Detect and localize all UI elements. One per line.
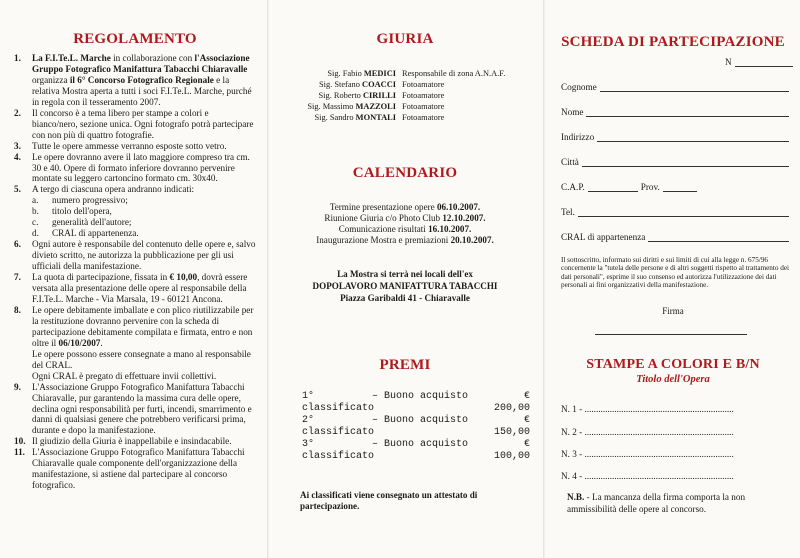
tel-line[interactable] — [578, 207, 789, 217]
giuria-list — [280, 68, 530, 123]
cognome-field[interactable] — [561, 82, 789, 92]
stampe-title: STAMPE A COLORI E B/N — [586, 357, 760, 372]
premio-row — [302, 391, 530, 415]
calendario-date: 20.10.2007. — [450, 235, 494, 245]
mostra-line: La Mostra si terrà nei locali dell'ex — [337, 269, 473, 279]
mostra-venue: DOPOLAVORO MANIFATTURA TABACCHI — [312, 281, 498, 291]
opera-4-field[interactable]: N. 4 - ................................................................. — [561, 471, 734, 481]
regolamento-subitem — [14, 228, 256, 239]
subitem-text: generalità dell'autore; — [52, 217, 132, 228]
regolamento-note: Ogni CRAL è pregato di effettuare invii collettivi. — [32, 370, 217, 381]
regolamento-panel — [14, 0, 256, 558]
mostra-info — [280, 268, 530, 304]
member-first-name: Sig. Roberto — [318, 91, 363, 100]
item-text: Il giudizio della Giuria è inappellabile e insindacabile. — [32, 436, 232, 447]
middle-panel — [280, 0, 530, 558]
premi-title: PREMI — [379, 357, 431, 373]
member-name — [280, 68, 402, 79]
giuria-title: GIURIA — [376, 31, 434, 47]
scheda-panel — [553, 0, 793, 558]
cap-prov-field[interactable] — [561, 182, 789, 192]
subitem-letter: a. — [32, 195, 39, 206]
cap-label: C.A.P. — [561, 182, 585, 192]
calendario-row — [280, 224, 530, 235]
item-text: La quota di partecipazione, fissata in — [32, 272, 170, 283]
calendario-row — [280, 235, 530, 246]
titolo-opera-label: Titolo dell'Opera — [636, 374, 710, 385]
regolamento-item — [14, 447, 256, 491]
regolamento-note: Le opere possono essere consegnate a mano al responsabile del CRAL. — [32, 348, 251, 370]
item-text: in collaborazione con — [110, 53, 195, 63]
regolamento-title: REGOLAMENTO — [73, 31, 197, 47]
item-number: 10. — [14, 436, 26, 447]
calendario-list — [280, 202, 530, 246]
regolamento-item — [14, 141, 256, 152]
nome-field[interactable] — [561, 107, 789, 117]
calendario-row — [280, 213, 530, 224]
member-role: Fotoamatore — [402, 91, 445, 100]
member-first-name: Sig. Stefano — [318, 80, 363, 89]
item-text: Tutte le opere ammesse verranno esposte sotto vetro. — [32, 140, 227, 151]
regolamento-item — [14, 272, 256, 305]
calendario-date: 12.10.2007. — [442, 213, 486, 223]
tel-label: Tel. — [561, 207, 575, 217]
item-text: Il concorso è a tema libero per stampe a colori e bianco/nero, sezione unica. Ogni fotografo potrà partecipare con non più di quattro fotografie. — [32, 107, 254, 140]
opera-2-field[interactable]: N. 2 - ................................................................. — [561, 427, 734, 437]
member-first-name: Sig. Sandro — [314, 113, 356, 122]
tel-field[interactable] — [561, 207, 789, 217]
cognome-line[interactable] — [600, 82, 789, 92]
prov-line[interactable] — [663, 182, 697, 192]
item-text: il 6° Concorso Fotografico Regionale — [69, 74, 214, 85]
giuria-member — [280, 101, 530, 112]
member-role: Fotoamatore — [402, 102, 445, 111]
item-number: 11. — [14, 447, 25, 458]
calendario-title: CALENDARIO — [352, 165, 458, 181]
calendario-label: Comunicazione risultati — [338, 224, 429, 234]
attestato-note: Ai classificati viene consegnato un attestato di partecipazione. — [300, 490, 478, 511]
item-number: 9. — [14, 381, 21, 392]
premio-row — [302, 439, 530, 463]
subitem-text: numero progressivo; — [52, 195, 128, 206]
nome-label: Nome — [561, 107, 584, 117]
premio-place: 1° classificato — [302, 391, 375, 414]
cap-line[interactable] — [588, 182, 638, 192]
regolamento-list — [14, 53, 256, 491]
indirizzo-line[interactable] — [597, 132, 789, 142]
citta-label: Città — [561, 157, 579, 167]
item-text: 06/10/2007 — [58, 337, 101, 348]
member-surname: MONTALI — [355, 113, 396, 122]
item-text: A tergo di ciascuna opera andranno indicati: — [32, 184, 195, 195]
firma-label: Firma — [662, 306, 684, 316]
item-text: Ogni autore è responsabile del contenuto delle opere e, salvo divieto scritto, ne autorizza la pubblicazione per gli usi ufficiali della manifestazione. — [32, 239, 256, 272]
member-role: Fotoamatore — [402, 113, 445, 122]
premio-desc: – Buono acquisto — [372, 439, 469, 450]
calendario-label: Termine presentazione opere — [329, 202, 437, 212]
subitem-letter: b. — [32, 206, 39, 217]
premio-place: 3° classificato — [302, 439, 375, 462]
member-name — [280, 90, 402, 101]
subitem-letter: d. — [32, 228, 39, 239]
calendario-label: Inaugurazione Mostra e premiazioni — [316, 235, 451, 245]
member-role: Fotoamatore — [402, 80, 445, 89]
scheda-number-field[interactable] — [725, 57, 793, 67]
member-name — [280, 112, 402, 123]
item-text: l'Associazione Gruppo Fotografico Manifattura Tabacchi Chiaravalle — [32, 53, 250, 74]
premi-list — [302, 391, 530, 463]
member-first-name: Sig. Massimo — [307, 102, 356, 111]
member-name — [280, 79, 402, 90]
nb-text: - La mancanza della firma comporta la non ammissibilità delle opere al concorso. — [567, 492, 746, 514]
opera-3-field[interactable]: N. 3 - ................................................................. — [561, 449, 734, 459]
member-first-name: Sig. Fabio — [327, 69, 364, 78]
item-text: L'Associazione Gruppo Fotografico Manifattura Tabacchi Chiaravalle, pur garantendo la massima cura delle opere, declina ogni responsabilità per furti, incendi, smarrimento e danni di qualsiasi genere che potrebbero verificarsi prima, durante e dopo la manifestazione. — [32, 381, 252, 436]
item-text: La F.I.Te.L. Marche — [32, 53, 111, 63]
giuria-member — [280, 68, 530, 79]
cral-field[interactable] — [561, 232, 789, 242]
premio-row — [302, 415, 530, 439]
calendario-date: 16.10.2007. — [428, 224, 472, 234]
item-text: Le opere debitamente imballate e con plico riutilizzabile per la restituzione dovranno pervenire con la scheda di partecipazione debitamente compilata e firmata, entro e non oltre il — [32, 304, 254, 348]
nb-note — [567, 492, 789, 515]
fold-line-left — [267, 0, 269, 558]
indirizzo-field[interactable] — [561, 132, 789, 142]
item-text: . — [100, 337, 103, 348]
regolamento-item — [14, 184, 256, 195]
nome-line[interactable] — [586, 107, 789, 117]
item-number: 6. — [14, 239, 21, 250]
subitem-letter: c. — [32, 217, 39, 228]
subitem-text: titolo dell'opera, — [52, 206, 112, 217]
regolamento-item — [14, 108, 256, 141]
regolamento-item — [14, 53, 256, 108]
privacy-consent: Il sottoscritto, informato sui diritti e sui limiti di cui alla legge n. 675/96 concernente la "tutela delle persone e di altri soggetti rispetto al trattamento dei dati personali", esprime il suo consenso ed autorizza l'utilizzazione dei dati personali ai fini organizzativi della manifestazione. — [561, 256, 790, 290]
item-text: , dovrà essere versata alla presentazione delle opere al responsabile della F.I.Te.L. Marche - Via Marsala, 19 - 60121 Ancona. — [32, 272, 248, 304]
regolamento-item — [14, 382, 256, 437]
member-surname: MAZZOLI — [355, 102, 396, 111]
item-number: 7. — [14, 272, 21, 283]
member-role: Responsabile di zona A.N.A.F. — [402, 69, 506, 78]
scheda-number-label: N — [725, 57, 732, 67]
item-text: € 10,00 — [169, 272, 198, 283]
regolamento-subitem — [14, 206, 256, 217]
item-text: Le opere dovranno avere il lato maggiore compreso tra cm. 30 e 40. Opere di formato inferiore dovranno pervenire montate su leggero cartoncino formato cm. 30x40. — [32, 151, 250, 184]
regolamento-item — [14, 152, 256, 185]
cral-line[interactable] — [648, 232, 789, 242]
opera-1-field[interactable]: N. 1 - ................................................................. — [561, 404, 734, 414]
premio-value: € 200,00 — [493, 391, 530, 414]
item-text: L'Associazione Gruppo Fotografico Manifattura Tabacchi Chiaravalle quale componente dell'organizzazione della manifestazione, si astiene dal partecipare al concorso fotografico. — [32, 447, 245, 491]
item-number: 3. — [14, 140, 21, 151]
item-number: 8. — [14, 304, 21, 315]
premio-desc: – Buono acquisto — [372, 415, 469, 426]
premio-value: € 150,00 — [493, 415, 530, 438]
scheda-title: SCHEDA DI PARTECIPAZIONE — [561, 34, 785, 50]
regolamento-item — [14, 239, 256, 272]
premio-desc: – Buono acquisto — [372, 391, 469, 402]
regolamento-subitem — [14, 195, 256, 206]
regolamento-item — [14, 305, 256, 349]
item-text: e la relativa Mostra aperta a tutti i soci F.I.Te.L. Marche, purché in regola con il tesseramento 2007. — [32, 74, 252, 107]
citta-line[interactable] — [582, 157, 789, 167]
giuria-member — [280, 112, 530, 123]
member-surname: MEDICI — [363, 69, 396, 78]
calendario-date: 06.10.2007. — [436, 202, 481, 212]
item-number: 2. — [14, 107, 21, 118]
item-number: 5. — [14, 184, 21, 195]
item-number: 4. — [14, 151, 21, 162]
premio-value: € 100,00 — [493, 439, 530, 462]
scheda-number-line[interactable] — [735, 57, 793, 67]
calendario-label: Riunione Giuria c/o Photo Club — [324, 213, 443, 223]
premio-place: 2° classificato — [302, 415, 375, 438]
mostra-address: Piazza Garibaldi 41 - Chiaravalle — [340, 293, 470, 303]
member-name — [280, 101, 402, 112]
member-surname: COACCI — [362, 80, 396, 89]
firma-line[interactable] — [595, 334, 747, 335]
cognome-label: Cognome — [561, 82, 597, 92]
cral-label: CRAL di appartenenza — [561, 232, 646, 242]
fold-line-right — [543, 0, 545, 558]
item-text: organizza — [32, 74, 70, 85]
giuria-member — [280, 79, 530, 90]
regolamento-item — [14, 436, 256, 447]
regolamento-subitem — [14, 217, 256, 228]
calendario-row — [280, 202, 530, 213]
item-number: 1. — [14, 53, 21, 63]
giuria-member — [280, 90, 530, 101]
citta-field[interactable] — [561, 157, 789, 167]
member-surname: CIRILLI — [362, 91, 396, 100]
prov-label: Prov. — [640, 182, 660, 192]
indirizzo-label: Indirizzo — [561, 132, 595, 142]
nb-label: N.B. — [567, 492, 585, 502]
subitem-text: CRAL di appartenenza. — [52, 228, 139, 239]
